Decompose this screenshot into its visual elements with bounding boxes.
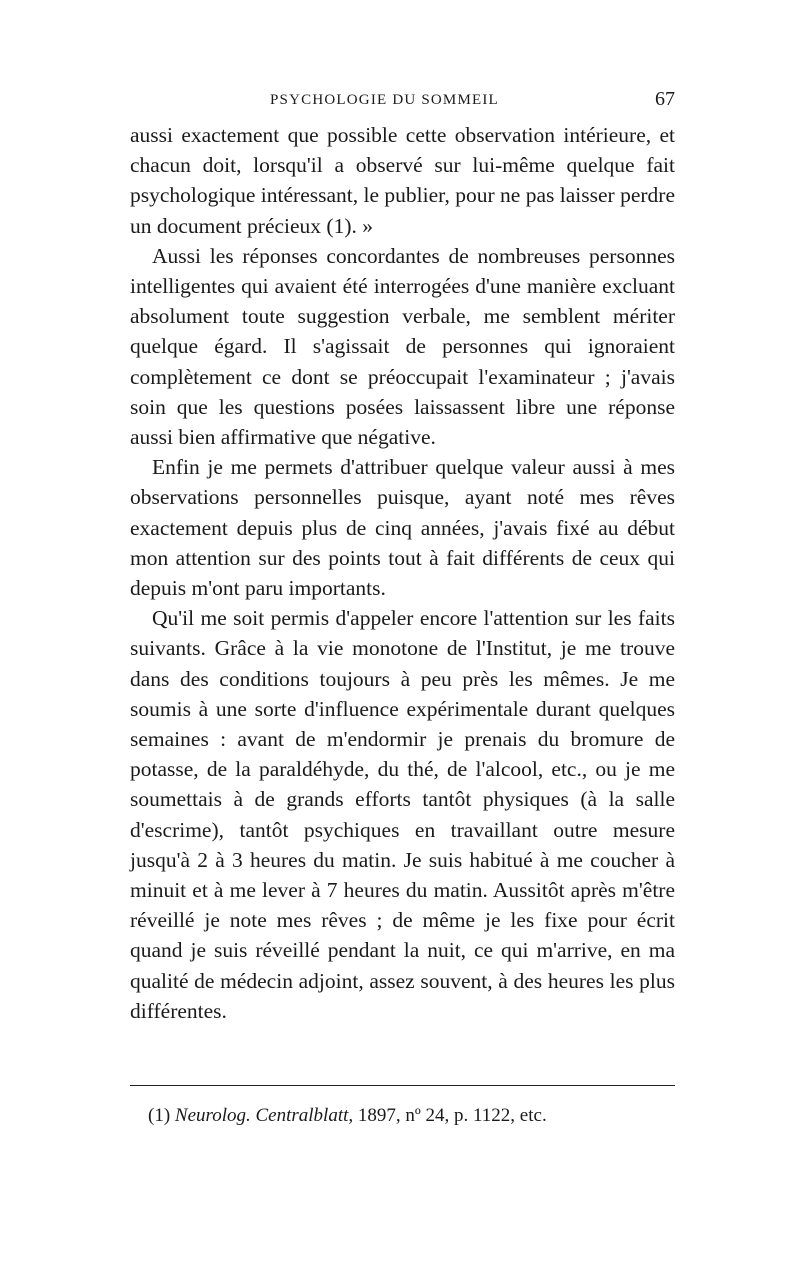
paragraph-responses: Aussi les réponses concordantes de nombreuses personnes intelligentes qui avaient été interrogées d'une manière excluant absolument toute suggestion verbale, me semblent mériter quelque égard. Il s'agissait de personnes qui ignoraient complètement ce dont se préoccupait l'examinateur ; j'avais soin que les questions posées laissassent libre une réponse aussi bien affirmative que négative. [130, 243, 675, 450]
footnote-marker: (1) [148, 1105, 171, 1126]
paragraph-personal-observations: Enfin je me permets d'attribuer quelque valeur aussi à mes observations personnelles puisque, ayant noté mes rêves exactement depuis plus de cinq années, j'avais fixé au début mon attention sur des points tout à fait différents de ceux qui depuis m'ont paru importants. [130, 455, 675, 601]
footnote [148, 1103, 675, 1129]
footnote-journal: Neurolog. Centralblatt, [174, 1105, 354, 1126]
footnote-rule [130, 1085, 675, 1086]
body-text [130, 120, 675, 1026]
footnote-reference: 1897, nº 24, p. 1122, etc. [357, 1105, 547, 1126]
running-title: PSYCHOLOGIE DU SOMMEIL [270, 92, 499, 108]
page-header [130, 88, 675, 118]
paragraph-continuation: aussi exactement que possible cette observation intérieure, et chacun doit, lorsqu'il a observé sur lui-même quelque fait psychologique intéressant, le publier, pour ne pas laisser perdre un document précieux (1). » [130, 123, 675, 238]
paragraph-experimental-conditions: Qu'il me soit permis d'appeler encore l'attention sur les faits suivants. Grâce à la vie monotone de l'Institut, je me trouve dans des conditions toujours à peu près les mêmes. Je me soumis à une sorte d'influence expérimentale durant quelques semaines : avant de m'endormir je prenais du bromure de potasse, de la paraldéhyde, du thé, de l'alcool, etc., ou je me soumettais à de grands efforts tantôt physiques (à la salle d'escrime), tantôt psychiques en travaillant outre mesure jusqu'à 2 à 3 heures du matin. Je suis habitué à me coucher à minuit et à me lever à 7 heures du matin. Aussitôt après m'être réveillé je note mes rêves ; de même je les fixe pour écrit quand je suis réveillé pendant la nuit, ce qui m'arrive, en ma qualité de médecin adjoint, assez souvent, à des heures les plus différentes. [130, 606, 675, 1023]
page-number: 67 [655, 88, 675, 110]
